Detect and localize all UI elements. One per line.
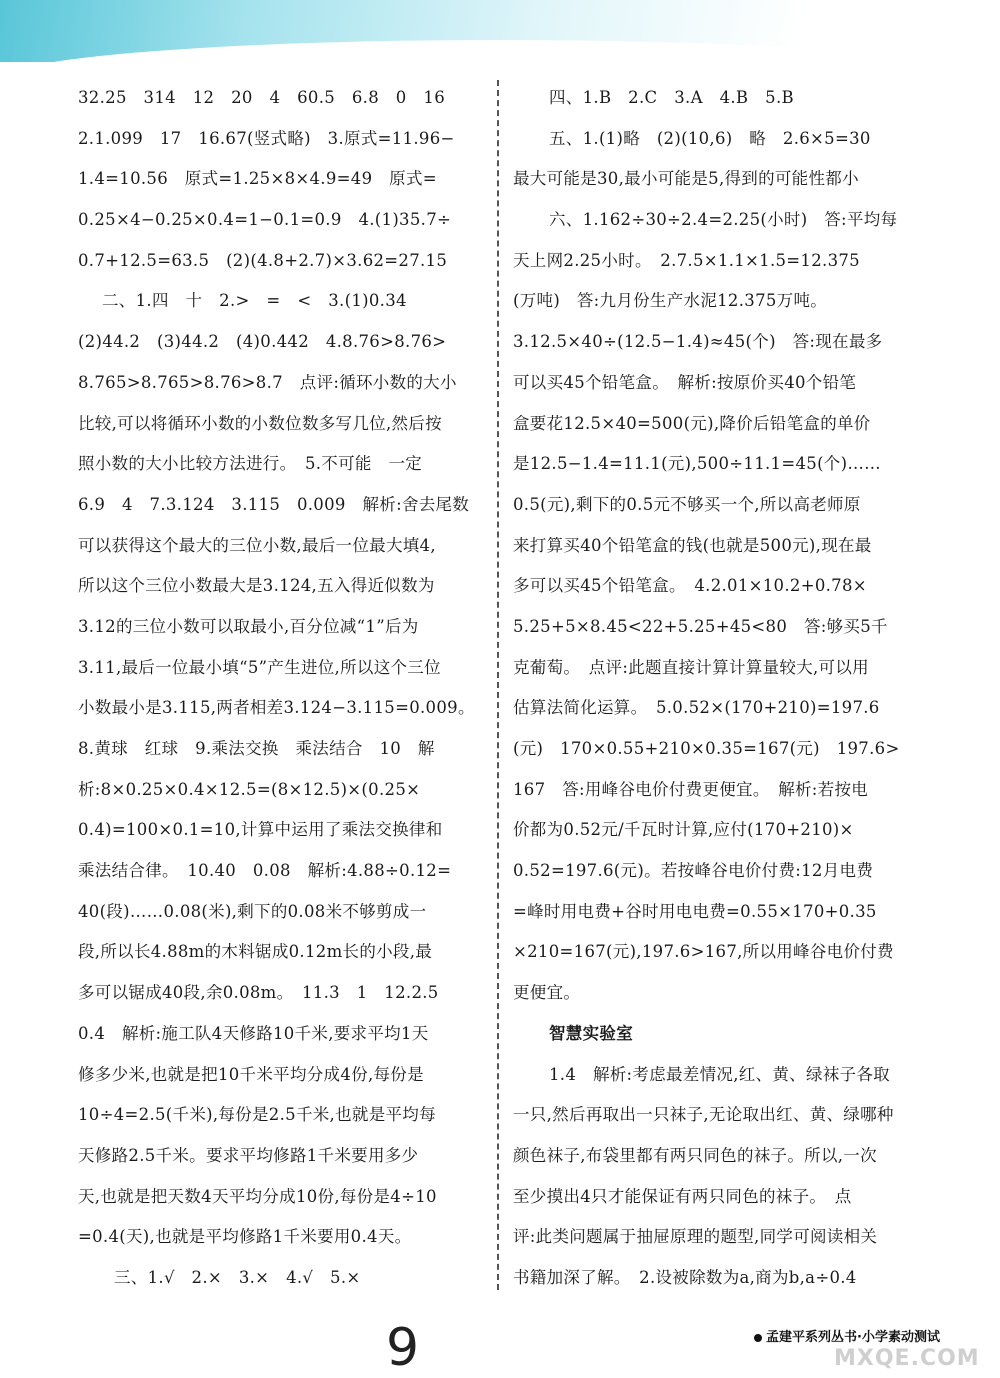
- text-line: 0.7+12.5=63.5 (2)(4.8+2.7)×3.62=27.15: [78, 250, 448, 270]
- column-divider: [497, 80, 499, 1290]
- text-line: 颜色袜子,布袋里都有两只同色的袜子。所以,一次: [513, 1145, 877, 1165]
- text-line: (元) 170×0.55+210×0.35=167(元) 197.6>: [513, 739, 900, 758]
- text-line: 3.12.5×40÷(12.5−1.4)≈45(个) 答:现在最多: [513, 332, 883, 352]
- text-line: 六、1.162÷30÷2.4=2.25(小时) 答:平均每: [549, 210, 898, 230]
- text-line: 一只,然后再取出一只袜子,无论取出红、黄、绿哪种: [513, 1105, 894, 1125]
- text-line: 析:8×0.25×0.4×12.5=(8×12.5)×(0.25×: [78, 779, 421, 799]
- text-line: 修多少米,也就是把10千米平均分成4份,每份是: [78, 1064, 424, 1084]
- text-line: 照小数的大小比较方法进行。 5.不可能 一定: [78, 454, 423, 474]
- answer-column-right: [513, 78, 923, 1299]
- text-line: 0.25×4−0.25×0.4=1−0.1=0.9 4.(1)35.7÷: [78, 210, 452, 230]
- text-line: 40(段)……0.08(米),剩下的0.08米不够剪成一: [78, 901, 427, 921]
- text-line: (2)44.2 (3)44.2 (4)0.442 4.8.76>8.76>: [78, 332, 447, 352]
- text-line: 天,也就是把天数4天平均分成10份,每份是4÷10: [78, 1186, 437, 1206]
- answer-column-left: [78, 78, 488, 1299]
- text-line: 价都为0.52元/千瓦时计算,应付(170+210)×: [513, 820, 854, 840]
- section-title: 智慧实验室: [549, 1023, 633, 1043]
- bullet-icon: [754, 1334, 762, 1342]
- text-line: 比较,可以将循环小数的小数位数多写几位,然后按: [78, 413, 442, 433]
- text-line: 可以获得这个最大的三位小数,最后一位最大填4,: [78, 535, 436, 555]
- text-line: 167 答:用峰谷电价付费更便宜。 解析:若按电: [513, 779, 869, 799]
- text-line: 8.765>8.765>8.76>8.7 点评:循环小数的大小: [78, 372, 457, 392]
- text-line: (万吨) 答:九月份生产水泥12.375万吨。: [513, 291, 828, 311]
- text-line: 多可以锯成40段,余0.08m。 11.3 1 12.2.5: [78, 983, 439, 1003]
- text-line: 来打算买40个铅笔盒的钱(也就是500元),现在最: [513, 535, 872, 555]
- text-line: 三、1.√ 2.× 3.× 4.√ 5.×: [114, 1267, 361, 1287]
- text-line: 盒要花12.5×40=500(元),降价后铅笔盒的单价: [513, 413, 871, 433]
- text-line: 3.12的三位小数可以取最小,百分位减“1”后为: [78, 616, 419, 636]
- text-line: 32.25 314 12 20 4 60.5 6.8 0 16: [78, 88, 445, 107]
- text-line: 0.4)=100×0.1=10,计算中运用了乘法交换律和: [78, 820, 443, 840]
- text-line: 小数最小是3.115,两者相差3.124−3.115=0.009。: [78, 698, 475, 718]
- text-line: 四、1.B 2.C 3.A 4.B 5.B: [549, 88, 794, 107]
- text-line: 乘法结合律。 10.40 0.08 解析:4.88÷0.12=: [78, 861, 452, 881]
- text-line: ×210=167(元),197.6>167,所以用峰谷电价付费: [513, 942, 894, 962]
- text-line: 更便宜。: [513, 983, 581, 1003]
- text-line: 8.黄球 红球 9.乘法交换 乘法结合 10 解: [78, 739, 435, 758]
- text-line: 10÷4=2.5(千米),每份是2.5千米,也就是平均每: [78, 1105, 436, 1125]
- text-line: 评:此类问题属于抽屉原理的题型,同学可阅读相关: [513, 1227, 878, 1247]
- text-line: 段,所以长4.88m的木料锯成0.12m长的小段,最: [78, 942, 433, 962]
- text-line: 可以买45个铅笔盒。 解析:按原价买40个铅笔: [513, 372, 857, 392]
- text-line: 是12.5−1.4=11.1(元),500÷11.1=45(个)……: [513, 454, 881, 474]
- text-line: 3.11,最后一位最小填“5”产生进位,所以这个三位: [78, 657, 441, 677]
- text-line: 所以这个三位小数最大是3.124,五入得近似数为: [78, 576, 435, 596]
- text-line: 5.25+5×8.45<22+5.25+45<80 答:够买5千: [513, 616, 888, 636]
- text-line: 6.9 4 7.3.124 3.115 0.009 解析:舍去尾数: [78, 494, 470, 514]
- watermark: MXQE.COM: [834, 1346, 980, 1371]
- text-line: 至少摸出4只才能保证有两只同色的袜子。 点: [513, 1186, 852, 1206]
- text-line: 天修路2.5千米。要求平均修路1千米要用多少: [78, 1145, 419, 1165]
- text-line: 0.52=197.6(元)。若按峰谷电价付费:12月电费: [513, 861, 874, 881]
- text-line: =0.4(天),也就是平均修路1千米要用0.4天。: [78, 1227, 412, 1247]
- text-line: 0.5(元),剩下的0.5元不够买一个,所以高老师原: [513, 494, 861, 514]
- text-line: 估算法简化运算。 5.0.52×(170+210)=197.6: [513, 698, 880, 718]
- text-line: =峰时用电费+谷时用电电费=0.55×170+0.35: [513, 901, 877, 921]
- text-line: 天上网2.25小时。 2.7.5×1.1×1.5=12.375: [513, 250, 860, 270]
- text-line: 1.4 解析:考虑最差情况,红、黄、绿袜子各取: [549, 1064, 890, 1084]
- text-line: 书籍加深了解。 2.设被除数为a,商为b,a÷0.4: [513, 1267, 857, 1287]
- footer-text: 孟建平系列丛书·小学素动测试: [766, 1330, 940, 1345]
- header-banner: [0, 0, 1000, 62]
- text-line: 多可以买45个铅笔盒。 4.2.01×10.2+0.78×: [513, 576, 867, 596]
- text-line: 1.4=10.56 原式=1.25×8×4.9=49 原式=: [78, 169, 437, 189]
- text-line: 2.1.099 17 16.67(竖式略) 3.原式=11.96−: [78, 128, 455, 148]
- text-line: 二、1.四 十 2.> = < 3.(1)0.34: [102, 291, 407, 311]
- page-number: 9: [386, 1318, 420, 1378]
- text-line: 0.4 解析:施工队4天修路10千米,要求平均1天: [78, 1023, 429, 1043]
- text-line: 最大可能是30,最小可能是5,得到的可能性都小: [513, 169, 859, 189]
- text-line: 五、1.(1)略 (2)(10,6) 略 2.6×5=30: [549, 128, 871, 148]
- text-line: 克葡萄。 点评:此题直接计算计算量较大,可以用: [513, 657, 869, 677]
- footer-series-label: [754, 1326, 1000, 1345]
